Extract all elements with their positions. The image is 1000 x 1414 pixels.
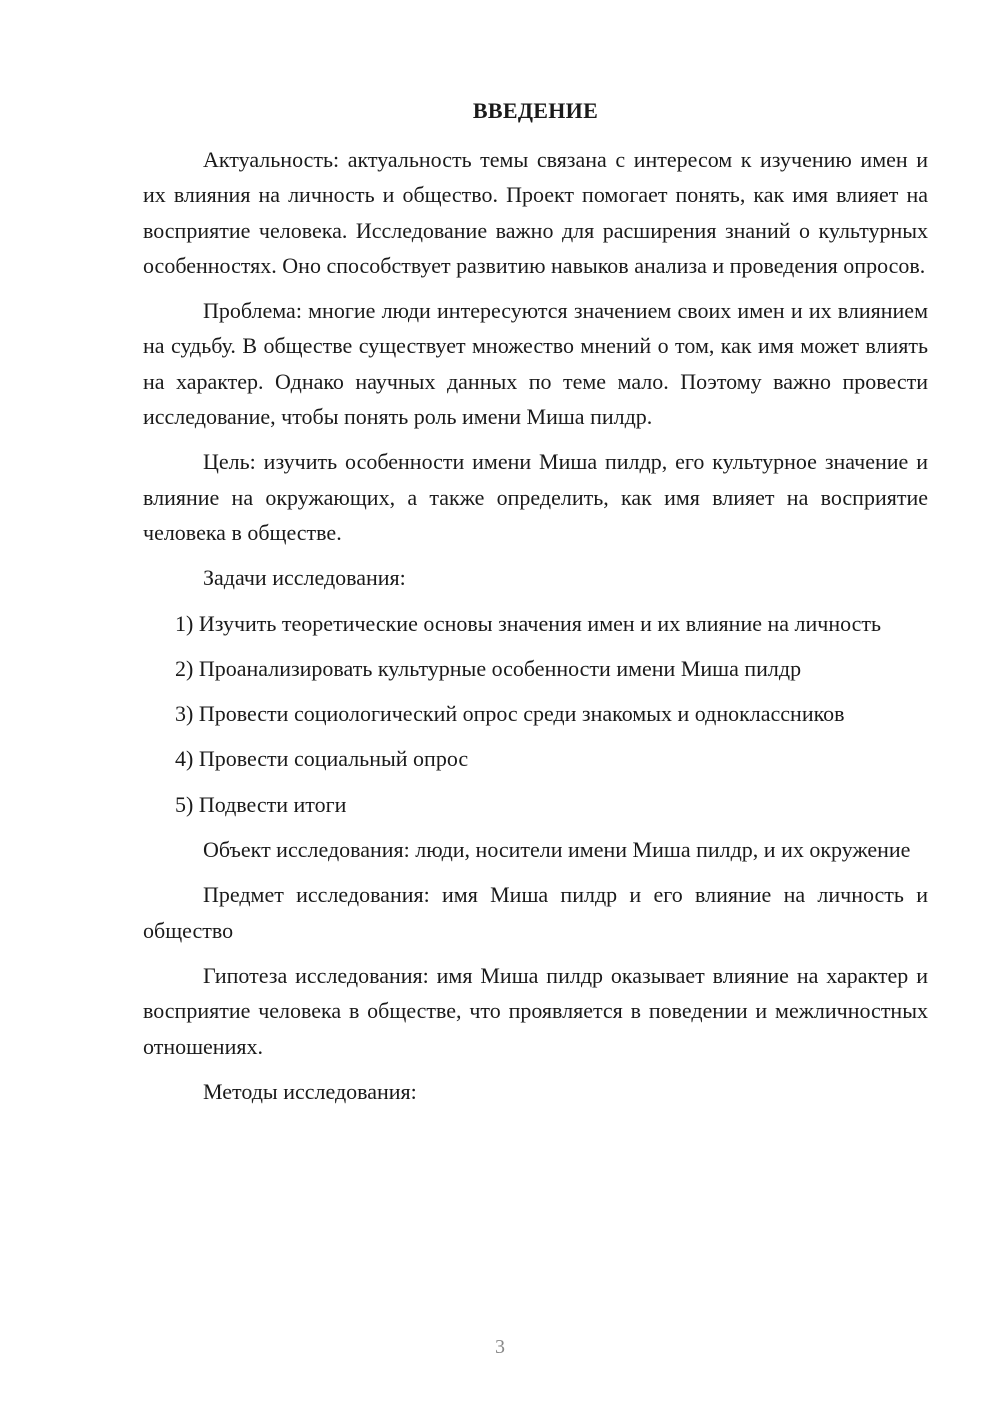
body-text (143, 142, 928, 1119)
task-item-3: 3) Провести социологический опрос среди знакомых и одноклассников (175, 701, 845, 727)
paragraph-subject: Предмет исследования: имя Миша пилдр и его влияние на личность и общество (143, 882, 928, 943)
task-item-1: 1) Изучить теоретические основы значения имен и их влияние на личность (175, 610, 882, 636)
task-item-5: 5) Подвести итоги (175, 791, 347, 817)
section-title: ВВЕДЕНИЕ (472, 98, 599, 123)
task-item-4: 4) Провести социальный опрос (175, 746, 469, 772)
paragraph-hypothesis: Гипотеза исследования: имя Миша пилдр оказывает влияние на характер и восприятие человека в обществе, что проявляется в поведении и межличностных отношениях. (143, 962, 928, 1059)
paragraph-problem: Проблема: многие люди интересуются значением своих имен и их влиянием на судьбу. В обществе существует множество мнений о том, как имя может влиять на характер. Однако научных данных по теме мало. Поэтому важно провести исследование, чтобы понять роль имени Миша пилдр. (143, 298, 928, 430)
paragraph-goal: Цель: изучить особенности имени Миша пилдр, его культурное значение и влияние на окружающих, а также определить, как имя влияет на восприятие человека в обществе. (143, 449, 928, 545)
page-number: 3 (495, 1336, 505, 1358)
task-item-2: 2) Проанализировать культурные особенности имени Миша пилдр (175, 655, 802, 681)
paragraph-object: Объект исследования: люди, носители имени Миша пилдр, и их окружение (203, 837, 911, 863)
document-page (143, 0, 928, 1414)
paragraph-relevance: Актуальность: актуальность темы связана с интересом к изучению имен и их влияния на личность и общество. Проект помогает понять, как имя влияет на восприятие человека. Исследование важно для расширения знаний о культурных особенностях. Оно способствует развитию навыков анализа и проведения опросов. (143, 147, 928, 278)
methods-heading: Методы исследования: (203, 1078, 417, 1104)
tasks-heading: Задачи исследования: (203, 565, 406, 591)
